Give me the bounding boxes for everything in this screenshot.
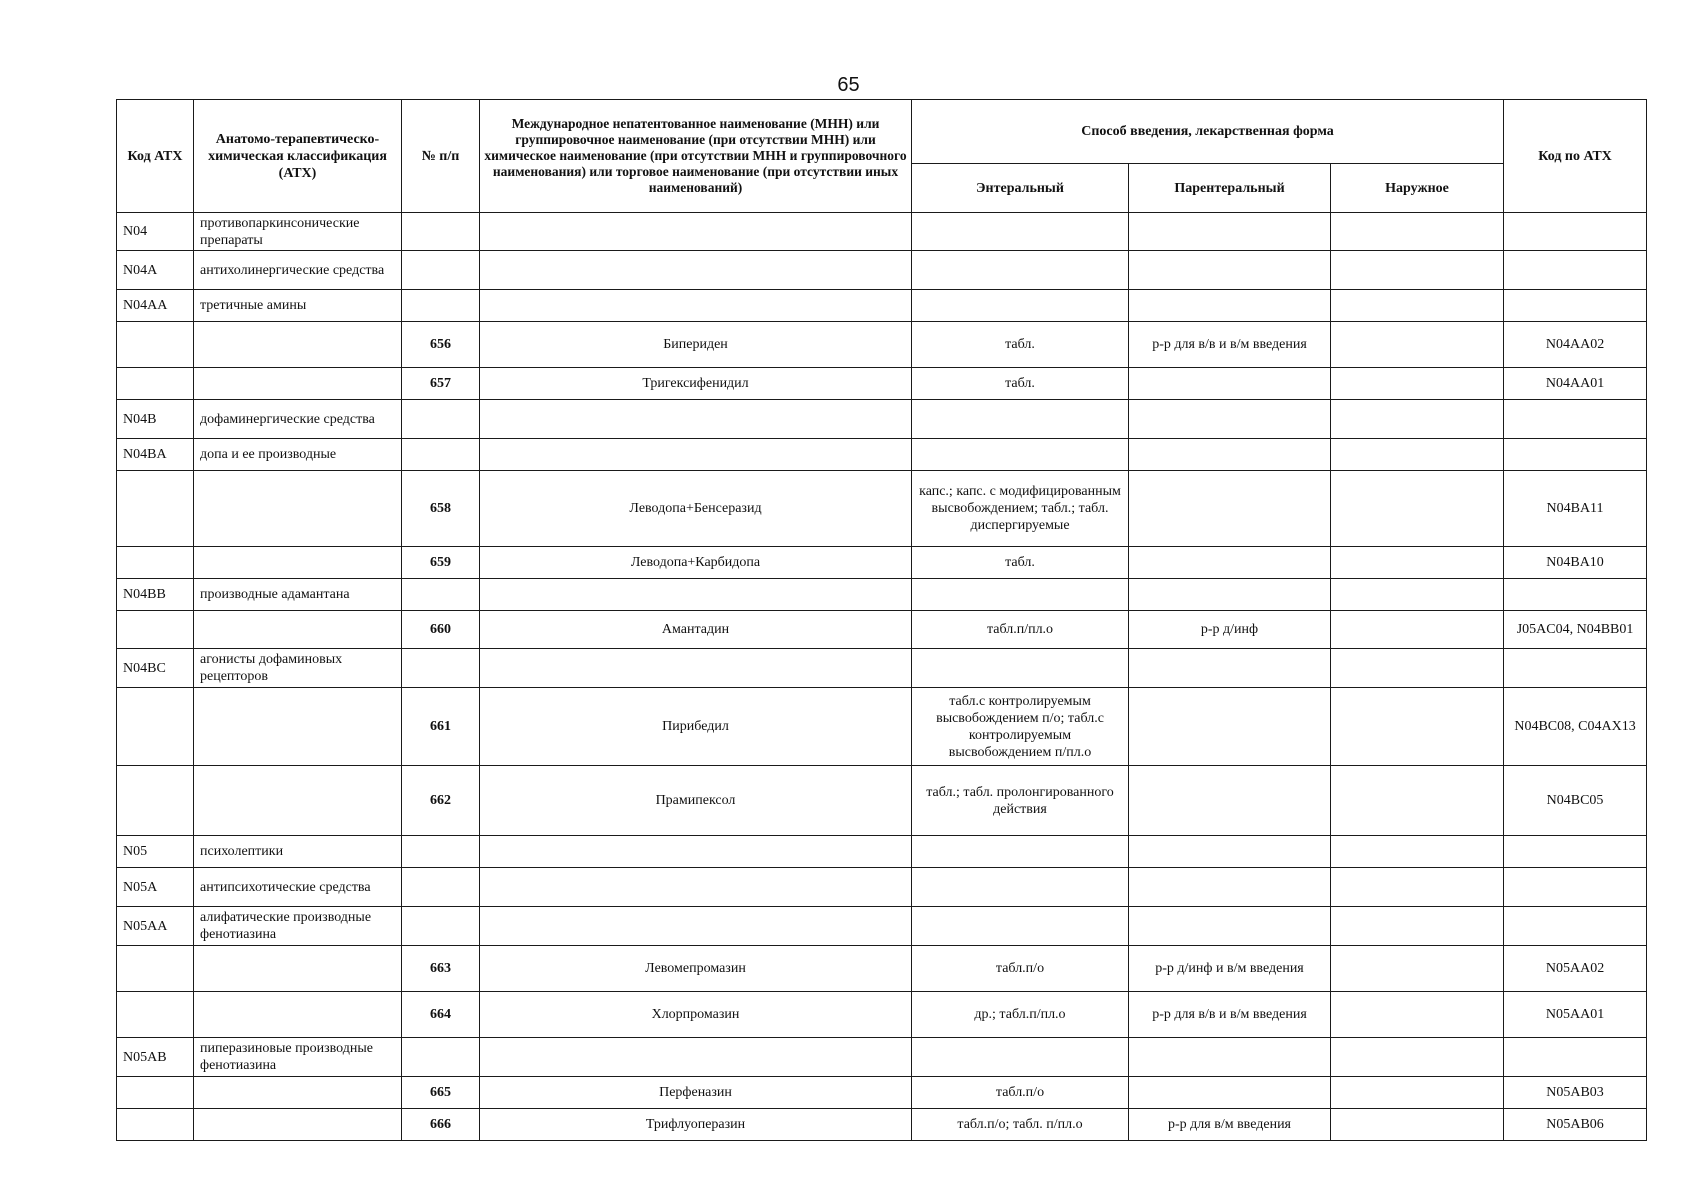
- row-atc-code-cell: [1504, 836, 1647, 868]
- row-external-cell: [1331, 251, 1504, 290]
- row-inn-cell: Прамипексол: [480, 766, 912, 836]
- row-code-cell: [117, 547, 194, 579]
- row-atc-code-cell: [1504, 649, 1647, 688]
- header-external: Наружное: [1331, 164, 1504, 213]
- row-number-cell: 658: [402, 471, 480, 547]
- row-external-cell: [1331, 1038, 1504, 1077]
- row-classification-cell: производные адамантана: [194, 579, 402, 611]
- row-number-cell: 662: [402, 766, 480, 836]
- row-classification-cell: [194, 368, 402, 400]
- row-inn-cell: Бипериден: [480, 322, 912, 368]
- row-parenteral-cell: [1129, 471, 1331, 547]
- row-parenteral-cell: [1129, 251, 1331, 290]
- row-number-cell: [402, 579, 480, 611]
- row-classification-cell: [194, 322, 402, 368]
- row-number-cell: 661: [402, 688, 480, 766]
- row-classification-cell: [194, 547, 402, 579]
- row-classification-cell: антипсихотические средства: [194, 868, 402, 907]
- row-atc-code-cell: N05AB06: [1504, 1109, 1647, 1141]
- row-classification-cell: агонисты дофаминовых рецепторов: [194, 649, 402, 688]
- row-inn-cell: [480, 1038, 912, 1077]
- row-classification-cell: [194, 1077, 402, 1109]
- row-parenteral-cell: [1129, 1038, 1331, 1077]
- table-row: [117, 611, 1647, 649]
- row-code-cell: N04BA: [117, 439, 194, 471]
- row-external-cell: [1331, 992, 1504, 1038]
- row-inn-cell: Леводопа+Карбидопа: [480, 547, 912, 579]
- row-external-cell: [1331, 836, 1504, 868]
- row-parenteral-cell: [1129, 1077, 1331, 1109]
- table-row: [117, 907, 1647, 946]
- row-external-cell: [1331, 946, 1504, 992]
- row-code-cell: N05AA: [117, 907, 194, 946]
- table-row: [117, 579, 1647, 611]
- row-number-cell: [402, 868, 480, 907]
- table-row: [117, 1038, 1647, 1077]
- row-inn-cell: Трифлуоперазин: [480, 1109, 912, 1141]
- table-row: [117, 868, 1647, 907]
- row-atc-code-cell: [1504, 439, 1647, 471]
- row-classification-cell: пиперазиновые производные фенотиазина: [194, 1038, 402, 1077]
- header-parenteral: Парентеральный: [1129, 164, 1331, 213]
- row-number-cell: [402, 400, 480, 439]
- table-row: [117, 471, 1647, 547]
- header-route-group: Способ введения, лекарственная форма: [912, 100, 1504, 164]
- table-row: [117, 251, 1647, 290]
- row-parenteral-cell: [1129, 400, 1331, 439]
- row-code-cell: [117, 688, 194, 766]
- row-inn-cell: [480, 868, 912, 907]
- row-atc-code-cell: N04AA02: [1504, 322, 1647, 368]
- row-inn-cell: [480, 400, 912, 439]
- row-parenteral-cell: [1129, 290, 1331, 322]
- row-classification-cell: [194, 471, 402, 547]
- row-parenteral-cell: [1129, 213, 1331, 251]
- row-inn-cell: [480, 439, 912, 471]
- row-parenteral-cell: [1129, 439, 1331, 471]
- row-inn-cell: [480, 907, 912, 946]
- header-atc-code: Код по АТХ: [1504, 100, 1647, 213]
- row-classification-cell: [194, 992, 402, 1038]
- row-external-cell: [1331, 1077, 1504, 1109]
- row-enteral-cell: [912, 251, 1129, 290]
- row-enteral-cell: табл.п/о; табл. п/пл.о: [912, 1109, 1129, 1141]
- row-external-cell: [1331, 907, 1504, 946]
- row-enteral-cell: [912, 213, 1129, 251]
- row-enteral-cell: табл.; табл. пролонгированного действия: [912, 766, 1129, 836]
- table-row: [117, 213, 1647, 251]
- page-number: 65: [837, 74, 860, 96]
- row-enteral-cell: табл.: [912, 368, 1129, 400]
- row-number-cell: [402, 649, 480, 688]
- row-inn-cell: Леводопа+Бенсеразид: [480, 471, 912, 547]
- row-external-cell: [1331, 471, 1504, 547]
- row-code-cell: [117, 946, 194, 992]
- row-atc-code-cell: N04BA10: [1504, 547, 1647, 579]
- row-code-cell: [117, 611, 194, 649]
- header-code-atc: Код АТХ: [117, 100, 194, 213]
- row-atc-code-cell: N04BC05: [1504, 766, 1647, 836]
- header-classification: Анатомо-терапевтическо-химическая классификация (АТХ): [194, 100, 402, 213]
- row-number-cell: 666: [402, 1109, 480, 1141]
- row-code-cell: [117, 368, 194, 400]
- row-atc-code-cell: [1504, 290, 1647, 322]
- row-enteral-cell: [912, 439, 1129, 471]
- row-number-cell: [402, 907, 480, 946]
- row-inn-cell: [480, 579, 912, 611]
- table-row: [117, 688, 1647, 766]
- row-parenteral-cell: [1129, 907, 1331, 946]
- row-classification-cell: [194, 611, 402, 649]
- header-enteral: Энтеральный: [912, 164, 1129, 213]
- row-classification-cell: третичные амины: [194, 290, 402, 322]
- row-external-cell: [1331, 290, 1504, 322]
- row-number-cell: 660: [402, 611, 480, 649]
- row-parenteral-cell: [1129, 868, 1331, 907]
- row-parenteral-cell: р-р д/инф: [1129, 611, 1331, 649]
- table-row: [117, 547, 1647, 579]
- row-enteral-cell: табл.с контролируемым высвобождением п/о; табл.с контролируемым высвобождением п/пл.о: [912, 688, 1129, 766]
- row-parenteral-cell: р-р для в/в и в/м введения: [1129, 992, 1331, 1038]
- row-external-cell: [1331, 688, 1504, 766]
- row-external-cell: [1331, 368, 1504, 400]
- row-parenteral-cell: [1129, 836, 1331, 868]
- row-inn-cell: [480, 649, 912, 688]
- row-classification-cell: психолептики: [194, 836, 402, 868]
- row-code-cell: N05AB: [117, 1038, 194, 1077]
- row-inn-cell: Левомепромазин: [480, 946, 912, 992]
- row-enteral-cell: др.; табл.п/пл.о: [912, 992, 1129, 1038]
- row-external-cell: [1331, 547, 1504, 579]
- row-enteral-cell: табл.п/о: [912, 1077, 1129, 1109]
- row-number-cell: 657: [402, 368, 480, 400]
- row-code-cell: [117, 992, 194, 1038]
- row-number-cell: [402, 290, 480, 322]
- row-code-cell: N05: [117, 836, 194, 868]
- row-enteral-cell: табл.: [912, 322, 1129, 368]
- header-number: № п/п: [402, 100, 480, 213]
- row-enteral-cell: [912, 290, 1129, 322]
- row-number-cell: [402, 836, 480, 868]
- row-enteral-cell: капс.; капс. с модифицированным высвобождением; табл.; табл. диспергируемые: [912, 471, 1129, 547]
- row-code-cell: N04BC: [117, 649, 194, 688]
- row-atc-code-cell: N04AA01: [1504, 368, 1647, 400]
- row-external-cell: [1331, 1109, 1504, 1141]
- row-atc-code-cell: [1504, 251, 1647, 290]
- row-code-cell: N04B: [117, 400, 194, 439]
- row-parenteral-cell: [1129, 368, 1331, 400]
- row-inn-cell: [480, 290, 912, 322]
- row-classification-cell: [194, 688, 402, 766]
- row-atc-code-cell: N04BC08, C04AX13: [1504, 688, 1647, 766]
- row-code-cell: [117, 1077, 194, 1109]
- row-classification-cell: [194, 1109, 402, 1141]
- row-external-cell: [1331, 213, 1504, 251]
- table-row: [117, 649, 1647, 688]
- row-inn-cell: Пирибедил: [480, 688, 912, 766]
- row-code-cell: N04A: [117, 251, 194, 290]
- row-classification-cell: дофаминергические средства: [194, 400, 402, 439]
- row-parenteral-cell: [1129, 649, 1331, 688]
- row-parenteral-cell: [1129, 579, 1331, 611]
- row-code-cell: [117, 471, 194, 547]
- row-number-cell: 659: [402, 547, 480, 579]
- row-atc-code-cell: [1504, 400, 1647, 439]
- row-code-cell: N04: [117, 213, 194, 251]
- row-enteral-cell: [912, 1038, 1129, 1077]
- table-row: [117, 992, 1647, 1038]
- row-external-cell: [1331, 766, 1504, 836]
- row-atc-code-cell: N05AA01: [1504, 992, 1647, 1038]
- row-parenteral-cell: р-р для в/в и в/м введения: [1129, 322, 1331, 368]
- row-atc-code-cell: [1504, 1038, 1647, 1077]
- row-code-cell: [117, 766, 194, 836]
- row-number-cell: [402, 1038, 480, 1077]
- row-code-cell: [117, 1109, 194, 1141]
- row-external-cell: [1331, 322, 1504, 368]
- table-row: [117, 836, 1647, 868]
- row-external-cell: [1331, 868, 1504, 907]
- row-inn-cell: Хлорпромазин: [480, 992, 912, 1038]
- row-atc-code-cell: N04BA11: [1504, 471, 1647, 547]
- row-code-cell: N05A: [117, 868, 194, 907]
- row-parenteral-cell: [1129, 688, 1331, 766]
- row-parenteral-cell: р-р д/инф и в/м введения: [1129, 946, 1331, 992]
- row-enteral-cell: [912, 579, 1129, 611]
- row-number-cell: 663: [402, 946, 480, 992]
- row-code-cell: N04AA: [117, 290, 194, 322]
- row-inn-cell: Амантадин: [480, 611, 912, 649]
- row-atc-code-cell: N05AA02: [1504, 946, 1647, 992]
- row-enteral-cell: [912, 649, 1129, 688]
- header-inn: Международное непатентованное наименование (МНН) или группировочное наименование (при отсутствии МНН) или химическое наименование (при отсутствии МНН и группировочного наименования) или торговое наименование (при отсутствии иных наименований): [480, 100, 912, 213]
- table-row: [117, 290, 1647, 322]
- row-inn-cell: [480, 213, 912, 251]
- table-row: [117, 1109, 1647, 1141]
- table-row: [117, 1077, 1647, 1109]
- row-atc-code-cell: [1504, 579, 1647, 611]
- row-parenteral-cell: р-р для в/м введения: [1129, 1109, 1331, 1141]
- atc-drug-table: [116, 99, 1647, 1141]
- row-classification-cell: антихолинергические средства: [194, 251, 402, 290]
- row-inn-cell: [480, 251, 912, 290]
- row-inn-cell: Тригексифенидил: [480, 368, 912, 400]
- row-number-cell: 665: [402, 1077, 480, 1109]
- row-atc-code-cell: J05AC04, N04BB01: [1504, 611, 1647, 649]
- row-atc-code-cell: N05AB03: [1504, 1077, 1647, 1109]
- table-row: [117, 946, 1647, 992]
- row-external-cell: [1331, 579, 1504, 611]
- row-enteral-cell: табл.п/о: [912, 946, 1129, 992]
- row-classification-cell: [194, 766, 402, 836]
- row-code-cell: [117, 322, 194, 368]
- table-row: [117, 766, 1647, 836]
- row-atc-code-cell: [1504, 907, 1647, 946]
- table-header: [117, 100, 1647, 213]
- row-external-cell: [1331, 611, 1504, 649]
- row-external-cell: [1331, 439, 1504, 471]
- row-number-cell: 664: [402, 992, 480, 1038]
- row-enteral-cell: [912, 400, 1129, 439]
- row-code-cell: N04BB: [117, 579, 194, 611]
- table-row: [117, 439, 1647, 471]
- row-classification-cell: [194, 946, 402, 992]
- table-row: [117, 368, 1647, 400]
- row-classification-cell: противопаркинсонические препараты: [194, 213, 402, 251]
- row-enteral-cell: табл.п/пл.о: [912, 611, 1129, 649]
- row-number-cell: [402, 251, 480, 290]
- row-inn-cell: [480, 836, 912, 868]
- row-external-cell: [1331, 649, 1504, 688]
- row-number-cell: [402, 213, 480, 251]
- row-atc-code-cell: [1504, 868, 1647, 907]
- table-row: [117, 322, 1647, 368]
- row-classification-cell: алифатические производные фенотиазина: [194, 907, 402, 946]
- row-number-cell: 656: [402, 322, 480, 368]
- row-atc-code-cell: [1504, 213, 1647, 251]
- row-external-cell: [1331, 400, 1504, 439]
- row-parenteral-cell: [1129, 547, 1331, 579]
- row-classification-cell: допа и ее производные: [194, 439, 402, 471]
- row-enteral-cell: [912, 868, 1129, 907]
- row-number-cell: [402, 439, 480, 471]
- row-enteral-cell: [912, 836, 1129, 868]
- row-enteral-cell: [912, 907, 1129, 946]
- row-enteral-cell: табл.: [912, 547, 1129, 579]
- row-inn-cell: Перфеназин: [480, 1077, 912, 1109]
- row-parenteral-cell: [1129, 766, 1331, 836]
- table-row: [117, 400, 1647, 439]
- table-body: [117, 213, 1647, 1141]
